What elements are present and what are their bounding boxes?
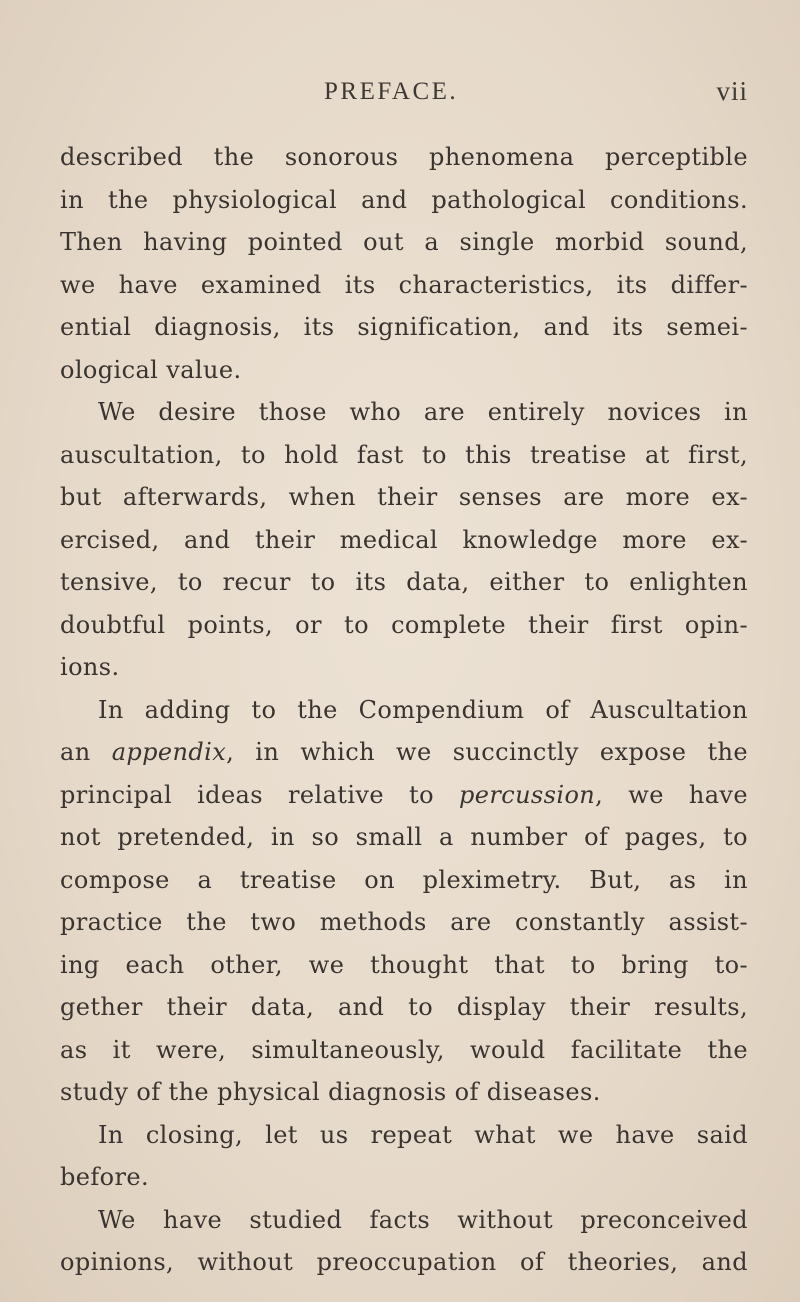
text-line: ions. bbox=[60, 653, 120, 681]
text-line: practice the two methods are constantly assist- bbox=[60, 908, 748, 936]
text-line: in the physiological and pathological conditions. bbox=[60, 185, 748, 214]
text-line: ercised, and their medical knowledge more ex- bbox=[60, 525, 748, 554]
running-head bbox=[60, 78, 750, 112]
page-number: vii bbox=[716, 76, 748, 106]
italic-term: appendix bbox=[111, 738, 227, 766]
text-segment: an bbox=[60, 738, 112, 766]
text-segment: principal ideas relative to bbox=[60, 780, 459, 809]
text-line: gether their data, and to display their results, bbox=[60, 993, 748, 1021]
text-line: opinions, without preoccupation of theories, and bbox=[60, 1248, 748, 1276]
text-line: auscultation, to hold fast to this treatise at first, bbox=[60, 440, 748, 469]
text-line bbox=[60, 774, 748, 817]
running-title: PREFACE. bbox=[324, 78, 459, 105]
text-line: ological value. bbox=[60, 355, 242, 384]
text-line: compose a treatise on pleximetry. But, as in bbox=[60, 865, 748, 894]
text-line: ing each other, we thought that to bring to- bbox=[60, 950, 748, 979]
text-line bbox=[60, 731, 748, 774]
text-line: as it were, simultaneously, would facilitate the bbox=[60, 1035, 748, 1064]
text-line: but afterwards, when their senses are more ex- bbox=[60, 483, 748, 511]
text-line: not pretended, in so small a number of pages, to bbox=[60, 823, 748, 851]
text-line: doubtful points, or to complete their first opin- bbox=[60, 610, 748, 639]
text-line: We have studied facts without preconceived bbox=[98, 1205, 748, 1234]
text-line: tensive, to recur to its data, either to enlighten bbox=[60, 568, 748, 596]
text-line: study of the physical diagnosis of diseases. bbox=[60, 1078, 601, 1106]
text-line: In adding to the Compendium of Auscultation bbox=[98, 695, 748, 724]
text-line: Then having pointed out a single morbid sound, bbox=[60, 228, 748, 256]
body-text bbox=[60, 136, 748, 1284]
text-line: We desire those who are entirely novices in bbox=[98, 398, 748, 426]
text-line: we have examined its characteristics, its differ- bbox=[60, 270, 748, 299]
text-line: described the sonorous phenomena perceptible bbox=[60, 143, 748, 171]
text-segment: , in which we succinctly expose the bbox=[226, 738, 748, 766]
text-line: before. bbox=[60, 1163, 150, 1191]
text-segment: , we have bbox=[595, 780, 748, 809]
italic-term: percussion bbox=[459, 780, 596, 809]
text-line: In closing, let us repeat what we have said bbox=[98, 1120, 748, 1149]
text-line: ential diagnosis, its signification, and its semei- bbox=[60, 313, 748, 341]
